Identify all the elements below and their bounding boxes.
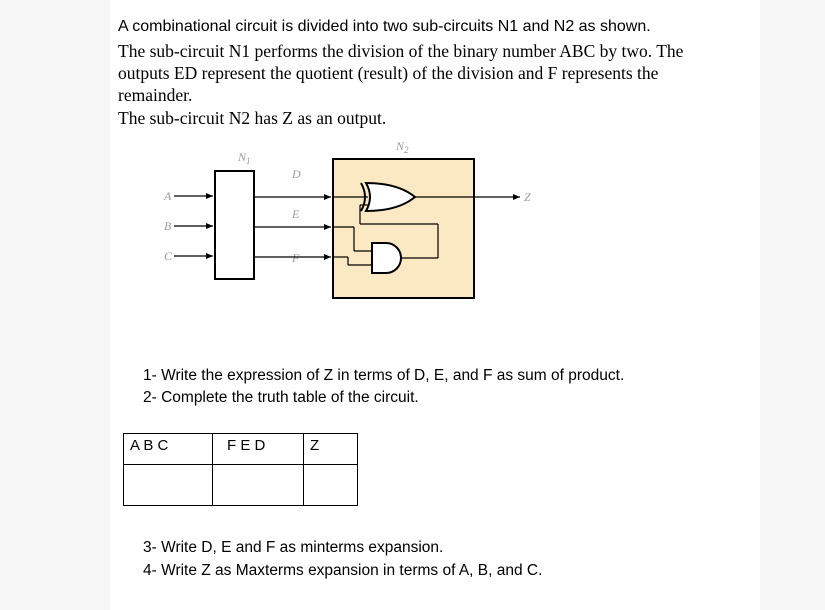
header-abc: A B C — [124, 434, 213, 465]
cell-z[interactable] — [304, 465, 358, 506]
middle-label-f: F — [292, 251, 300, 265]
question-3: 3- Write D, E and F as minterms expansion. — [143, 539, 444, 556]
truth-table — [123, 433, 358, 506]
intro-line-2: The sub-circuit N1 performs the division of the binary number ABC by two. The — [118, 41, 684, 61]
n1-block — [215, 171, 254, 279]
document-page — [110, 0, 760, 610]
n2-label: $N_2$ — [396, 140, 409, 155]
middle-label-d: D — [292, 167, 301, 181]
intro-line-1: A combinational circuit is divided into two sub-circuits N1 and N2 as shown. — [118, 18, 651, 35]
cell-abc[interactable] — [124, 465, 213, 506]
input-label-a: A — [164, 189, 172, 203]
header-fed: F E D — [213, 434, 304, 465]
n1-label: $N_1$ — [238, 150, 251, 166]
question-2: 2- Complete the truth table of the circuit. — [143, 389, 419, 406]
input-label-b: B — [164, 219, 172, 233]
intro-line-4: remainder. — [118, 85, 193, 105]
intro-line-5: The sub-circuit N2 has Z as an output. — [118, 108, 387, 128]
and-gate-bottom — [372, 243, 401, 273]
cell-fed[interactable] — [213, 465, 304, 506]
intro-line-3: outputs ED represent the quotient (result) of the division and F represents the — [118, 63, 659, 83]
middle-label-e: E — [292, 207, 300, 221]
table-row — [124, 465, 358, 506]
output-label-z: Z — [524, 190, 531, 204]
question-1: 1- Write the expression of Z in terms of D, E, and F as sum of product. — [143, 367, 625, 384]
question-4: 4- Write Z as Maxterms expansion in terms of A, B, and C. — [143, 562, 543, 579]
circuit-diagram — [140, 140, 560, 305]
input-label-c: C — [164, 249, 173, 263]
table-header-row — [124, 434, 358, 465]
header-z: Z — [304, 434, 358, 465]
